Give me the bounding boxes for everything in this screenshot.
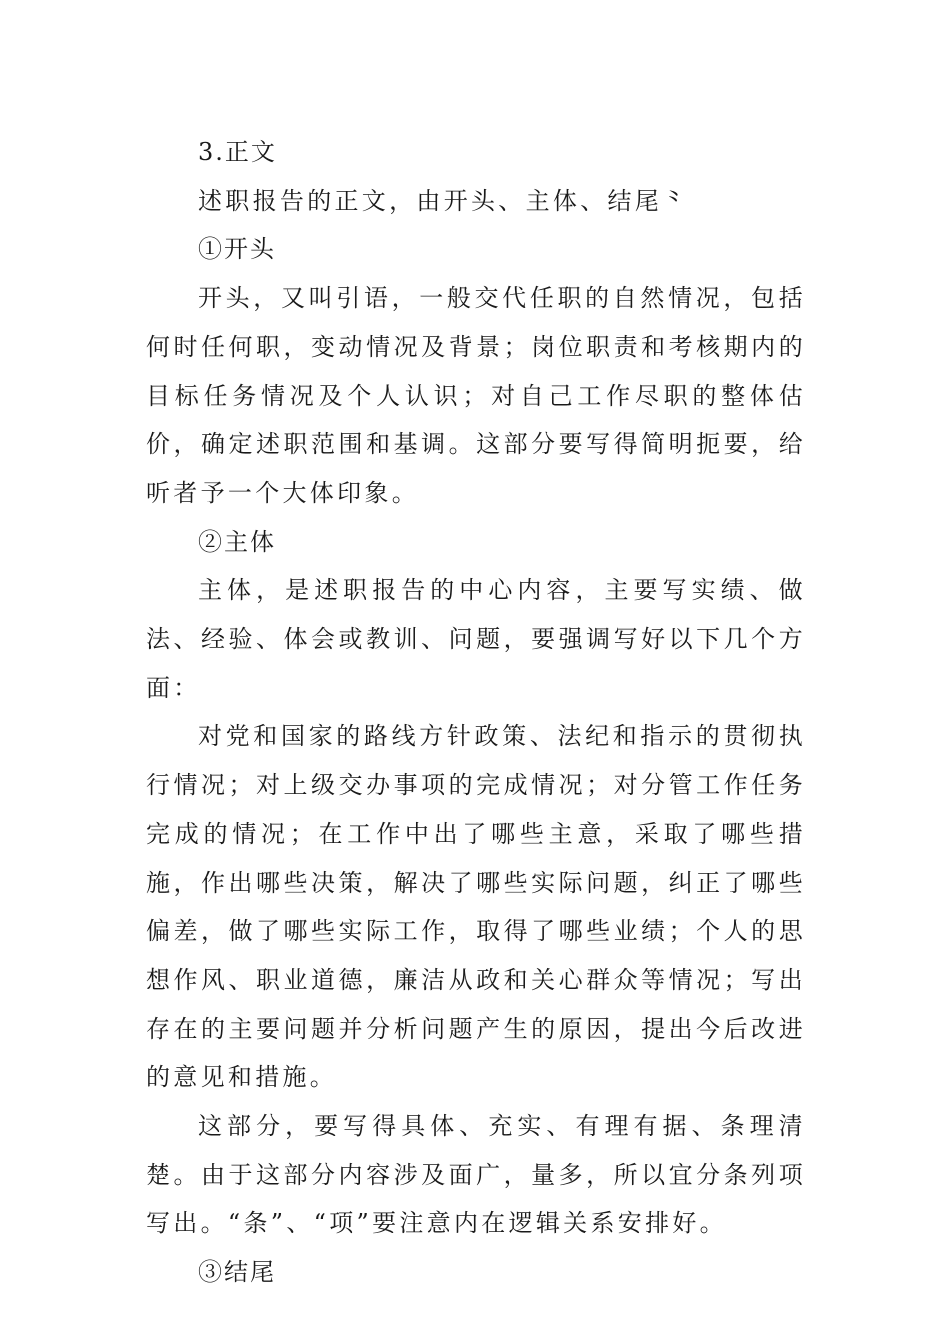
section-heading-main-text: 3.正文 — [198, 138, 277, 166]
subheading-body: ②主体 — [198, 527, 276, 556]
paragraph-intro: 述职报告的正文，由开头、主体、结尾⺀ — [198, 186, 690, 215]
paragraph-opening: 开头，又叫引语，一般交代任职的自然情况，包括何时任何职，变动情况及背景；岗位职责和考核期内的目标任务情况及个人认识；对自己工作尽职的整体估价，确定述职范围和基调。这部分要写得简明扼要，给听者予一个大体印象。 — [146, 284, 806, 507]
paragraph-body-structure: 这部分，要写得具体、充实、有理有据、条理清楚。由于这部分内容涉及面广，量多，所以宜分条列项写出。“条”、“项”要注意内在逻辑关系安排好。 — [146, 1112, 806, 1238]
subheading-ending: ③结尾 — [198, 1258, 276, 1287]
document-body — [146, 128, 806, 1297]
paragraph-body-intro: 主体，是述职报告的中心内容，主要写实绩、做法、经验、体会或教训、问题，要强调写好以下几个方面： — [146, 576, 806, 702]
paragraph-body-details: 对党和国家的路线方针政策、法纪和指示的贯彻执行情况；对上级交办事项的完成情况；对分管工作任务完成的情况；在工作中出了哪些主意，采取了哪些措施，作出哪些决策，解决了哪些实际问题，纠正了哪些偏差，做了哪些实际工作，取得了哪些业绩；个人的思想作风、职业道德，廉洁从政和关心群众等情况；写出存在的主要问题并分析问题产生的原因，提出今后改进的意见和措施。 — [146, 722, 806, 1092]
subheading-opening: ①开头 — [198, 235, 276, 264]
